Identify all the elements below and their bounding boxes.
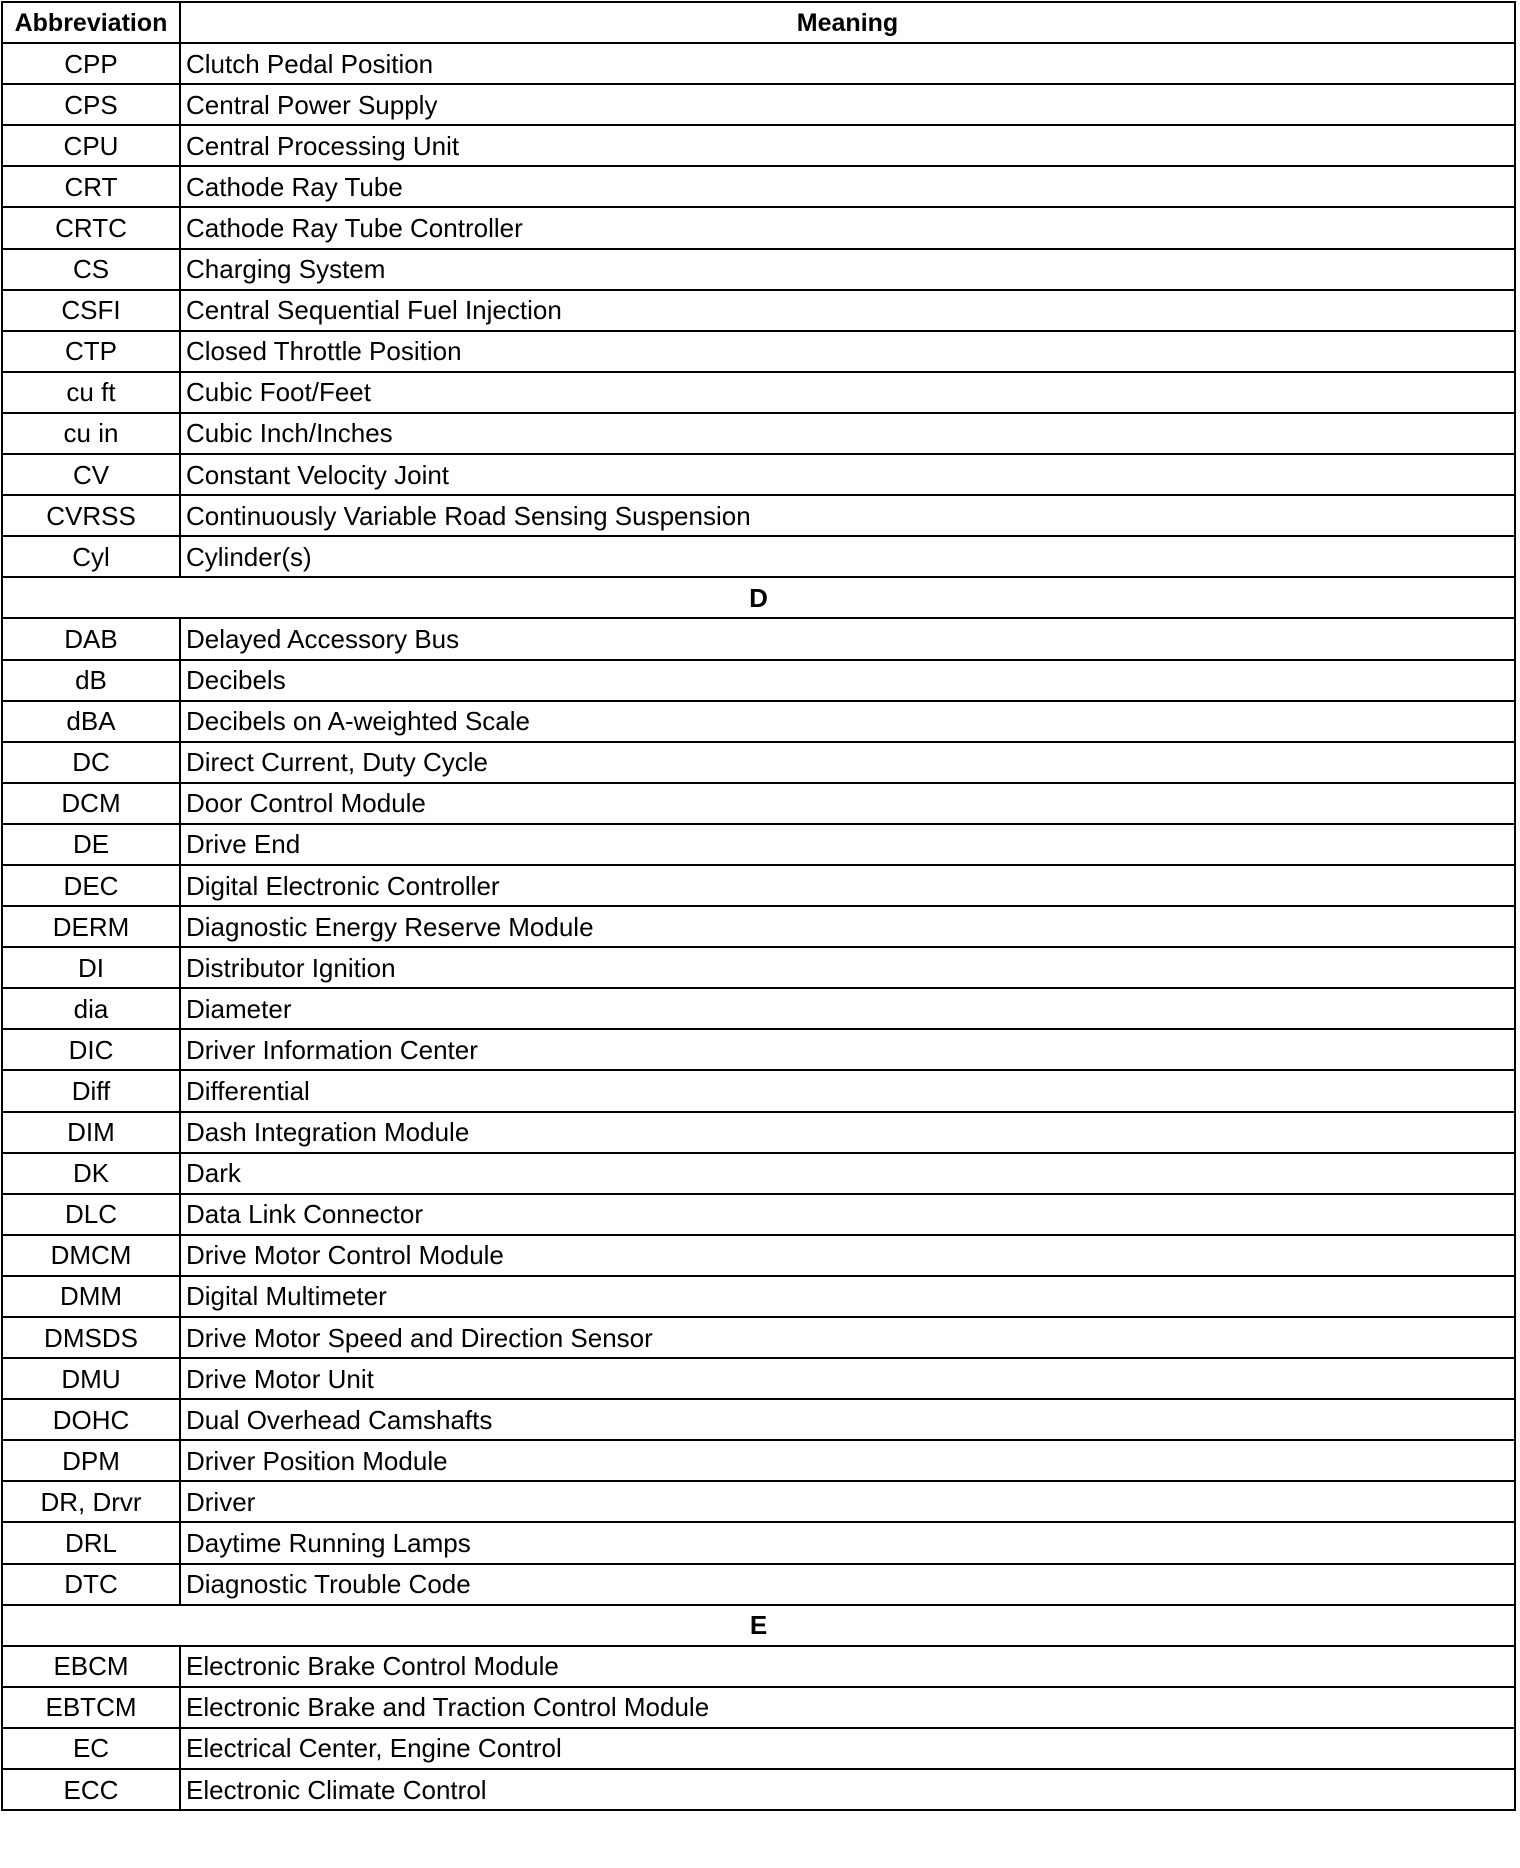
meaning-cell: Continuously Variable Road Sensing Suspension [180,495,1515,536]
table-row [2,742,1515,783]
abbreviation-cell: DIC [2,1029,180,1070]
abbreviation-cell: cu ft [2,372,180,413]
meaning-cell: Cubic Foot/Feet [180,372,1515,413]
meaning-cell: Delayed Accessory Bus [180,618,1515,659]
table-row [2,43,1515,84]
table-row [2,1194,1515,1235]
abbreviation-cell: CPS [2,84,180,125]
abbreviation-cell: DRL [2,1522,180,1563]
meaning-cell: Charging System [180,249,1515,290]
table-row [2,1235,1515,1276]
meaning-cell: Electronic Brake Control Module [180,1646,1515,1687]
table-row [2,1440,1515,1481]
meaning-cell: Drive Motor Unit [180,1358,1515,1399]
meaning-cell: Drive Motor Speed and Direction Sensor [180,1317,1515,1358]
abbreviation-cell: Cyl [2,536,180,577]
abbreviation-cell: EBTCM [2,1687,180,1728]
meaning-cell: Clutch Pedal Position [180,43,1515,84]
meaning-cell: Driver Information Center [180,1029,1515,1070]
meaning-cell: Diagnostic Trouble Code [180,1564,1515,1605]
meaning-cell: Cylinder(s) [180,536,1515,577]
meaning-cell: Driver [180,1481,1515,1522]
table-row [2,454,1515,495]
abbreviation-cell: DK [2,1153,180,1194]
abbreviation-cell: DE [2,824,180,865]
meaning-cell: Dash Integration Module [180,1112,1515,1153]
section-letter: D [2,577,1515,618]
table-row [2,783,1515,824]
abbreviation-cell: DMCM [2,1235,180,1276]
abbreviation-cell: DLC [2,1194,180,1235]
table-body [2,43,1515,1810]
table-header-row [2,2,1515,43]
meaning-cell: Dual Overhead Camshafts [180,1399,1515,1440]
table-row [2,84,1515,125]
meaning-cell: Diameter [180,988,1515,1029]
meaning-cell: Data Link Connector [180,1194,1515,1235]
meaning-cell: Drive End [180,824,1515,865]
table-row [2,495,1515,536]
abbreviation-cell: CTP [2,331,180,372]
meaning-cell: Dark [180,1153,1515,1194]
table-row [2,1728,1515,1769]
table-row [2,207,1515,248]
abbreviation-cell: dia [2,988,180,1029]
abbreviation-cell: DMM [2,1276,180,1317]
meaning-cell: Driver Position Module [180,1440,1515,1481]
table-row [2,290,1515,331]
table-row [2,1070,1515,1111]
section-header-row [2,577,1515,618]
abbreviation-cell: CPP [2,43,180,84]
section-header-row [2,1605,1515,1646]
abbreviation-cell: CRTC [2,207,180,248]
meaning-cell: Cubic Inch/Inches [180,413,1515,454]
abbreviation-cell: DERM [2,906,180,947]
abbreviation-cell: CSFI [2,290,180,331]
abbreviation-cell: CVRSS [2,495,180,536]
table-row [2,1317,1515,1358]
abbreviation-cell: CS [2,249,180,290]
table-row [2,1029,1515,1070]
meaning-cell: Decibels on A-weighted Scale [180,701,1515,742]
table-row [2,701,1515,742]
abbreviation-cell: DIM [2,1112,180,1153]
abbreviation-cell: DPM [2,1440,180,1481]
table-row [2,618,1515,659]
table-row [2,536,1515,577]
table-row [2,824,1515,865]
table-row [2,947,1515,988]
table-row [2,1399,1515,1440]
abbreviation-table [1,1,1516,1811]
abbreviation-cell: DAB [2,618,180,659]
table-row [2,1358,1515,1399]
abbreviation-cell: Diff [2,1070,180,1111]
meaning-cell: Electrical Center, Engine Control [180,1728,1515,1769]
meaning-cell: Central Power Supply [180,84,1515,125]
abbreviation-cell: CPU [2,125,180,166]
table-row [2,1522,1515,1563]
abbreviation-cell: DTC [2,1564,180,1605]
meaning-cell: Diagnostic Energy Reserve Module [180,906,1515,947]
abbreviation-cell: DI [2,947,180,988]
table-row [2,166,1515,207]
table-row [2,865,1515,906]
abbreviation-cell: DCM [2,783,180,824]
meaning-cell: Differential [180,1070,1515,1111]
abbreviation-cell: DMSDS [2,1317,180,1358]
abbreviation-cell: DEC [2,865,180,906]
table-row [2,660,1515,701]
abbreviation-cell: DR, Drvr [2,1481,180,1522]
table-row [2,1687,1515,1728]
meaning-cell: Central Processing Unit [180,125,1515,166]
table-row [2,1769,1515,1810]
meaning-cell: Electronic Brake and Traction Control Module [180,1687,1515,1728]
table-row [2,249,1515,290]
table-row [2,1153,1515,1194]
table-row [2,372,1515,413]
meaning-cell: Digital Electronic Controller [180,865,1515,906]
meaning-cell: Electronic Climate Control [180,1769,1515,1810]
table-row [2,413,1515,454]
abbreviation-cell: CRT [2,166,180,207]
abbreviation-cell: EC [2,1728,180,1769]
table-row [2,1564,1515,1605]
abbreviation-cell: dBA [2,701,180,742]
table-row [2,1646,1515,1687]
meaning-cell: Distributor Ignition [180,947,1515,988]
abbreviation-cell: EBCM [2,1646,180,1687]
table-row [2,125,1515,166]
meaning-cell: Drive Motor Control Module [180,1235,1515,1276]
column-header-meaning: Meaning [180,2,1515,43]
column-header-abbreviation: Abbreviation [2,2,180,43]
abbreviation-cell: ECC [2,1769,180,1810]
meaning-cell: Digital Multimeter [180,1276,1515,1317]
meaning-cell: Cathode Ray Tube Controller [180,207,1515,248]
abbreviation-cell: CV [2,454,180,495]
abbreviation-cell: dB [2,660,180,701]
abbreviation-cell: DC [2,742,180,783]
table-row [2,988,1515,1029]
abbreviation-cell: DMU [2,1358,180,1399]
meaning-cell: Direct Current, Duty Cycle [180,742,1515,783]
meaning-cell: Cathode Ray Tube [180,166,1515,207]
table-row [2,1481,1515,1522]
meaning-cell: Daytime Running Lamps [180,1522,1515,1563]
table-row [2,1276,1515,1317]
table-row [2,906,1515,947]
meaning-cell: Door Control Module [180,783,1515,824]
abbreviation-cell: cu in [2,413,180,454]
abbreviation-cell: DOHC [2,1399,180,1440]
section-letter: E [2,1605,1515,1646]
meaning-cell: Decibels [180,660,1515,701]
table-row [2,1112,1515,1153]
table-row [2,331,1515,372]
meaning-cell: Central Sequential Fuel Injection [180,290,1515,331]
meaning-cell: Constant Velocity Joint [180,454,1515,495]
meaning-cell: Closed Throttle Position [180,331,1515,372]
